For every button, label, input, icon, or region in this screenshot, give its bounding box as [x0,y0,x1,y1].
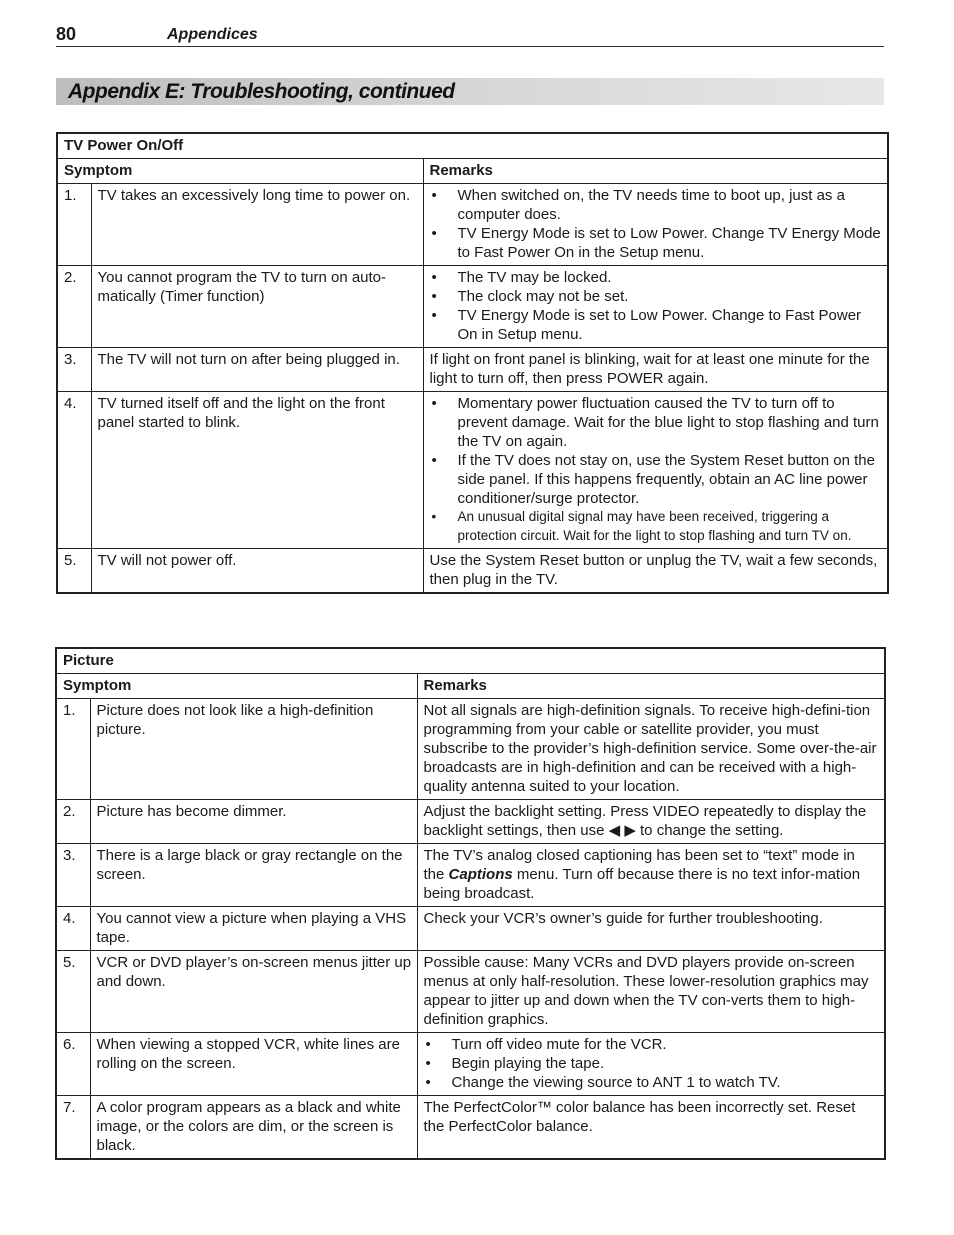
remarks-cell [423,392,888,549]
row-number: 2. [57,266,91,348]
table-header-row [57,159,888,184]
table-row [56,907,885,951]
row-number: 3. [57,348,91,392]
symptom-cell: The TV will not turn on after being plugged in. [91,348,423,392]
table-caption: TV Power On/Off [57,133,888,159]
table-row [56,844,885,907]
remarks-cell: Not all signals are high-definition signals. To receive high-defini-tion programming from your cable or satellite provider, you must subscribe to the provider’s high-definition service. Some over-the-air broadcasts are in high-definition and can be received with a high-quality antenna suited to your location. [417,699,885,800]
remark-bullet: • If the TV does not stay on, use the System Reset button on the side panel. If this happens frequently, obtain an AC line power conditioner/surge protector. [430,451,883,508]
remarks-cell: Possible cause: Many VCRs and DVD players provide on-screen menus at only half-resolution. These lower-resolution graphics may appear to jitter up and down when the TV con-verts them to high-definition graphics. [417,951,885,1033]
table-row [57,549,888,594]
remark-bullet: • Change the viewing source to ANT 1 to watch TV. [424,1073,880,1092]
row-number: 5. [57,549,91,594]
remarks-cell [423,184,888,266]
page-header [56,24,884,47]
remarks-header: Remarks [417,674,885,699]
row-number: 5. [56,951,90,1033]
symptom-cell: Picture has become dimmer. [90,800,417,844]
remarks-cell: Use the System Reset button or unplug the TV, wait a few seconds, then plug in the TV. [423,549,888,594]
table-row [56,800,885,844]
row-number: 1. [56,699,90,800]
symptom-cell: Picture does not look like a high-definition picture. [90,699,417,800]
remark-bullet: • When switched on, the TV needs time to boot up, just as a computer does. [430,186,883,224]
table-row [57,392,888,549]
remarks-header: Remarks [423,159,888,184]
remark-bullet: • The clock may not be set. [430,287,883,306]
remark-text: menu. Turn off because there is no text infor-mation being broadcast. [423,866,861,902]
page-number: 80 [56,24,77,44]
table-row [56,699,885,800]
remarks-cell: The PerfectColor™ color balance has been incorrectly set. Reset the PerfectColor balance. [417,1096,885,1160]
remark-bullet: • Begin playing the tape. [424,1054,880,1073]
table-caption-row [56,648,885,674]
remark-bullet: • An unusual digital signal may have been received, triggering a protection circuit. Wait for the light to stop flashing and turn TV on. [430,508,883,545]
section-name: Appendices [167,26,258,43]
table-row [57,266,888,348]
table-header-row [56,674,885,699]
symptom-cell: You cannot program the TV to turn on auto-matically (Timer function) [91,266,423,348]
remark-bullet: • The TV may be locked. [430,268,883,287]
symptom-cell: TV turned itself off and the light on the front panel started to blink. [91,392,423,549]
remarks-cell [417,844,885,907]
remark-bullet: • TV Energy Mode is set to Low Power. Change to Fast Power On in Setup menu. [430,306,883,344]
symptom-cell: A color program appears as a black and white image, or the colors are dim, or the screen is black. [90,1096,417,1160]
table-caption-row [57,133,888,159]
remark-bullet: • TV Energy Mode is set to Low Power. Change TV Energy Mode to Fast Power On in the Setup menu. [430,224,883,262]
table-row [56,1096,885,1160]
remark-bullet: • Turn off video mute for the VCR. [424,1035,880,1054]
row-number: 7. [56,1096,90,1160]
symptom-cell: TV takes an excessively long time to power on. [91,184,423,266]
captions-menu-name: Captions [448,866,513,883]
row-number: 2. [56,800,90,844]
symptom-cell: You cannot view a picture when playing a VHS tape. [90,907,417,951]
remarks-cell: Check your VCR’s owner’s guide for further troubleshooting. [417,907,885,951]
power-table [56,132,889,594]
table-row [56,951,885,1033]
row-number: 4. [57,392,91,549]
symptom-cell: VCR or DVD player’s on-screen menus jitter up and down. [90,951,417,1033]
row-number: 4. [56,907,90,951]
symptom-cell: TV will not power off. [91,549,423,594]
remarks-cell: Adjust the backlight setting. Press VIDEO repeatedly to display the backlight settings, then use ◀ ▶ to change the setting. [417,800,885,844]
title-bar [56,78,884,105]
row-number: 6. [56,1033,90,1096]
picture-table [55,647,886,1160]
remarks-cell [423,266,888,348]
remark-text: The TV’s analog closed captioning has been set to “text” mode in the [423,847,855,883]
table-row [57,348,888,392]
row-number: 1. [57,184,91,266]
page-title: Appendix E: Troubleshooting, continued [68,80,455,103]
row-number: 3. [56,844,90,907]
symptom-cell: There is a large black or gray rectangle on the screen. [90,844,417,907]
symptom-cell: When viewing a stopped VCR, white lines are rolling on the screen. [90,1033,417,1096]
table-row [57,184,888,266]
symptom-header: Symptom [57,159,423,184]
remark-bullet: • Momentary power fluctuation caused the TV to turn off to prevent damage. Wait for the blue light to stop flashing and turn the TV on again. [430,394,883,451]
table-row [56,1033,885,1096]
remarks-cell: If light on front panel is blinking, wait for at least one minute for the light to turn off, then press POWER again. [423,348,888,392]
symptom-header: Symptom [56,674,417,699]
remarks-cell [417,1033,885,1096]
table-caption: Picture [56,648,885,674]
